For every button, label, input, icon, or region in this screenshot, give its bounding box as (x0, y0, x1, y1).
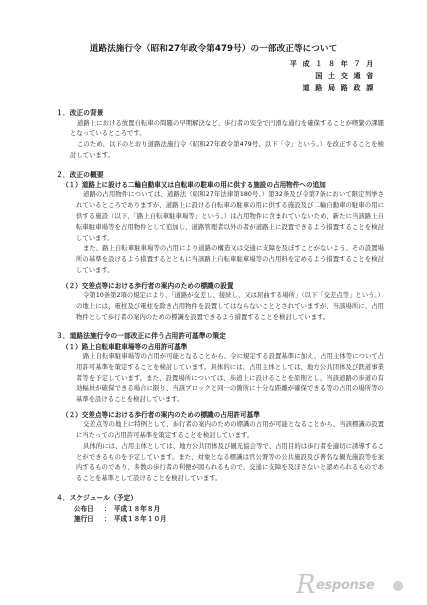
issuer-ministry: 国 土 交 通 省 (315, 71, 375, 81)
section-heading: ３．道路法施行令の一部改正に伴う占用許可基準の策定 (56, 332, 226, 341)
schedule-value: ： 平成１８年８月 (104, 504, 161, 513)
paragraph: 路上自転車駐車場等の占用が可能となることから、令に規定する設置基準に加え、占用主体等について占用許可基準を策定することを検討しています。具体的には、占用主体としては、地方公共団体及び鉄道事業者等を予定しています。また、設置場所については、歩道上に設けることを原則とし、当該道路の歩道の有効幅員が確保できる場合に限り、当該ブロックと同一の箇所に十分な距離が確保できる等の占用の場所等の基準を設けることを検討しています。 (76, 353, 384, 404)
section-overview (48, 170, 384, 324)
subsection-heading: （１）道路上に設ける二輪自動車又は自転車の駐車の用に供する施設の占用物件への追加 (62, 181, 326, 190)
section-heading: ２．改正の概要 (56, 170, 104, 179)
section-permit-criteria (48, 331, 384, 485)
logo-text: esponse (316, 578, 375, 593)
paragraph: また、路上自転車駐車場等の占用により道路の構造又は交通に支障を及ぼすことがないよう、その設置場所の基準を設けるよう措置するとともに当該路上自転車駐車場等の占用料を定めるよう措置することを検討しています。 (76, 245, 384, 274)
schedule-label: 公布日 (74, 504, 94, 513)
schedule-label: 施行日 (74, 514, 94, 523)
schedule-value: ： 平成１８年１０月 (104, 514, 167, 523)
logo-r-glyph-icon: R (296, 570, 316, 600)
document-body (48, 108, 384, 524)
paragraph: 交差点等の地上に特例として、歩行者の案内のための標識の占用が可能となることから、当該標識の設置に当たっての占用許可基準を策定することを検討しています。 (76, 421, 384, 440)
paragraph: 道路上における放置自転車の問題の早期解決など、歩行者の安全で円滑な通行を確保することが喫緊の課題となっているところです。 (70, 119, 384, 138)
paragraph: 具体的には、占用主体としては、地方公共団体及び観光協会等で、占用目的は歩行者を適切に誘導することができるものを予定しています。また、対象となる標識は官公署等の公共施設及び著名な観光施設等を案内するものであり、多数の歩行者の利便が図られるもので、交通に支障を及ぼさないと認められるものであることを基準として設けることを検討しています。 (76, 442, 384, 483)
paragraph: 道路の占用物件については、道路法（昭和27年法律第180号。）第32条及び令第7条において限定列挙されているところでありますが、道路上に設ける自転車の駐車の用に供する施設及び二輪自動車の駐車の用に供する施設（以下、「路上自転車駐車場等」という。）は占用物件に含まれていないため、新たに当該路上自転車駐車場等を占用物件として追加し、道路管理者以外の者が道路上に設置できるよう措置することを検討しています。 (76, 191, 384, 242)
subsection-heading: （２）交差点等における歩行者の案内のための標識の占用許可基準 (62, 411, 260, 420)
section-schedule (48, 493, 384, 524)
schedule-row-effective (74, 514, 384, 524)
subsection-heading: （１）路上自転車駐車場等の占用許可基準 (62, 342, 188, 351)
document-title: 道路法施行令（昭和27年政令第479号）の一部改正等について (89, 44, 338, 54)
document-date: 平 成 １ ８ 年 ７ 月 (289, 59, 375, 68)
schedule-row-promulgation (74, 504, 384, 514)
paragraph: このため、以下のとおり道路法施行令（昭和27年政令第479号。以下「令」という。）を改正することを検討しています。 (70, 141, 384, 159)
response-watermark-logo (296, 572, 418, 600)
subsection-heading: （２）交差点等における歩行者の案内のための標識の設置 (62, 281, 234, 290)
issuer-bureau: 道 路 局 路 政 課 (302, 83, 375, 93)
section-heading: ４．スケジュール（予定） (56, 494, 138, 503)
issuer-block (290, 58, 375, 95)
section-heading: １．改正の背景 (56, 109, 104, 117)
section-background (48, 108, 384, 162)
paragraph: 令第10条第2項の規定により、「道路が交差し、接続し、又は屈曲する場所」（以下「交差点等」という。）の地上には、電柱及び電柱を除き占用物件を設置してはならないこととされていますが、当該場所に、占用物件として歩行者の案内のための標識を設置できるよう措置することを検討しています。 (76, 291, 384, 321)
logo-dot-icon (393, 581, 403, 591)
